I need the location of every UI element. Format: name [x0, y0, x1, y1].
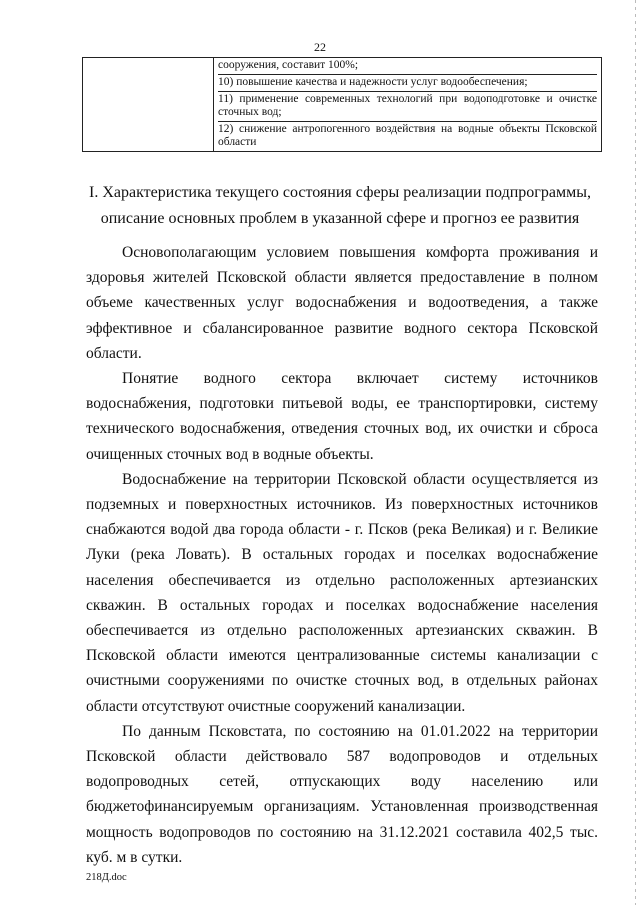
- table-row: [83, 58, 602, 152]
- section-title-line: описание основных проблем в указанной сфере и прогноз ее развития: [100, 210, 580, 227]
- table-text-cell: [214, 58, 602, 152]
- body-text: [86, 240, 598, 870]
- continuation-table: [82, 57, 602, 152]
- footer-filename: 218Д.doc: [86, 872, 127, 883]
- table-line: 10) повышение качества и надежности услуг водообеспечения;: [218, 74, 597, 91]
- table-line: 12) снижение антропогенного воздействия на водные объекты Псковской области: [218, 121, 597, 151]
- page-number: 22: [314, 40, 326, 54]
- scan-edge: [635, 0, 636, 905]
- paragraph: По данным Псковстата, по состоянию на 01.01.2022 на территории Псковской области действовало 587 водопроводов и отдельных водопроводных сетей, отпускающих воду населению или бюджетофинансируемым организациям. Установленная производственная мощность водопроводов по состоянию на 31.12.2021 составила 402,5 тыс. куб. м в сутки.: [86, 722, 598, 866]
- table-empty-cell: [83, 58, 214, 152]
- section-title-line: I. Характеристика текущего состояния сферы реализации подпрограммы,: [89, 184, 591, 201]
- paragraph: Водоснабжение на территории Псковской области осуществляется из подземных и поверхностных источников. Из поверхностных источников снабжаются водой два города области - г. Псков (река Великая) и г. Великие Луки (река Ловать). В остальных городах и поселках водоснабжение населения обеспечивается из отдельно расположенных артезианских скважин. В остальных городах и поселках водоснабжение населения обеспечивается из отдельно расположенных артезианских скважин. В Псковской области имеются централизованные системы канализации с очистными сооружениями по очистке сточных вод, в отдельных районах области отсутствуют очистные сооружений канализации.: [86, 470, 598, 715]
- table-line: 11) применение современных технологий при водоподготовке и очистке сточных вод;: [218, 91, 597, 121]
- table-line: сооружения, составит 100%;: [218, 59, 359, 71]
- paragraph: Понятие водного сектора включает систему источников водоснабжения, подготовки питьевой воды, ее транспортировки, систему технического водоснабжения, отведения сточных вод, их очистки и сброса очищенных сточных вод в водные объекты.: [86, 370, 598, 463]
- paragraph: Основополагающим условием повышения комфорта проживания и здоровья жителей Псковской области является предоставление в полном объеме качественных услуг водоснабжения и водоотведения, а также эффективное и сбалансированное развитие водного сектора Псковской области.: [86, 244, 598, 362]
- section-title: [60, 180, 620, 232]
